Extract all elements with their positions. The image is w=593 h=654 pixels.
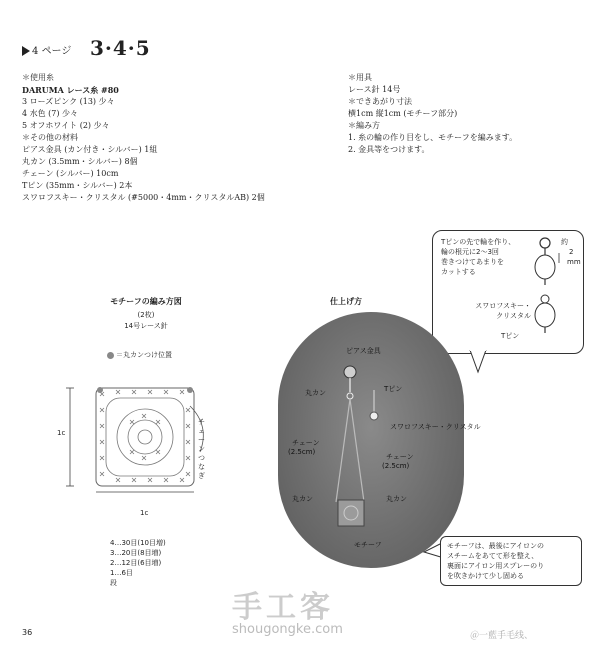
callout-line: を吹きかけて少し固める (447, 572, 524, 580)
callout-line: カットする (441, 268, 476, 276)
yarn-item: 3 ローズピンク (13) 少々 (22, 97, 115, 106)
page-title: 3·4·5 (90, 36, 151, 60)
approx-value: 2 (569, 248, 574, 256)
swarovski-line: クリスタル (496, 312, 531, 320)
watermark-logo: 手工客 (232, 590, 334, 625)
chart-sub2: 14号レース針 (124, 322, 168, 330)
chart-sub1: (2枚) (137, 311, 155, 319)
round-item: 3…20目(8目増) (110, 549, 162, 557)
label-chain-right-len: (2.5cm) (382, 462, 410, 470)
label-swarovski: スワロフスキー・クリスタル (390, 423, 481, 431)
swarovski-label (463, 301, 531, 321)
material-item: スワロフスキー・クリスタル (#5000・4mm・クリスタルAB) 2個 (22, 193, 265, 202)
tools-heading: ＊用具 (348, 73, 372, 82)
swarovski-line: スワロフスキー・ (475, 302, 531, 310)
yarn-brand: DARUMA レース糸 #80 (22, 85, 119, 95)
material-item: Tピン (35mm・シルバー) 2本 (22, 181, 133, 190)
method-heading: ＊編み方 (348, 121, 380, 130)
size-heading: ＊できあがり寸法 (348, 97, 412, 106)
chart-side-label: 1c (57, 429, 66, 437)
method-step: 1. 糸の輪の作り目をし、モチーフを編みます。 (348, 133, 518, 142)
callout-line: Tピンの先で輪を作り、 (441, 238, 516, 246)
page-number: 36 (22, 628, 33, 637)
label-motif: モチーフ (354, 541, 382, 549)
chart-bottom-label: 1c (140, 509, 149, 517)
label-jump-ring-top: 丸カン (305, 389, 326, 397)
label-chain-left: チェーン (292, 439, 320, 447)
finishing-title: 仕上げ方 (330, 297, 362, 306)
callout-line: 裏面にアイロン用スプレーのり (447, 562, 545, 570)
yarn-item: 4 水色 (7) 少々 (22, 109, 79, 118)
callout-line: 輪の根元に2〜3回 (441, 248, 499, 256)
round-item: 4…30目(10目増) (110, 539, 166, 547)
yarn-heading: ＊使用糸 (22, 73, 54, 82)
callout-text (441, 237, 533, 277)
callout-bottom-text (441, 537, 581, 585)
rounds-list (110, 538, 166, 588)
tools-column (348, 72, 588, 156)
watermark-user: ＠一藍手毛线、 (470, 631, 534, 641)
page-reference: 4 ページ (32, 46, 72, 57)
label-jump-ring-right: 丸カン (386, 495, 407, 503)
tools-value: レース針 14号 (348, 85, 401, 94)
callout-line: モチーフは、最後にアイロンの (447, 542, 545, 550)
play-arrow-icon (22, 46, 30, 56)
callout-pointer (468, 350, 492, 374)
motif-finishing-callout (440, 536, 582, 586)
ring-position-dot-icon (107, 352, 114, 359)
label-jump-ring-left: 丸カン (292, 495, 313, 503)
label-tpin: Tピン (384, 385, 403, 393)
size-value: 横1cm 縦1cm (モチーフ部分) (348, 109, 458, 118)
rounds-foot: 段 (110, 579, 117, 587)
chain-join-label: チェーンつなぎ (198, 418, 205, 480)
materials-heading: ＊その他の材料 (22, 133, 78, 142)
tpin-label: Tピン (501, 332, 520, 340)
label-chain-left-len: (2.5cm) (288, 448, 316, 456)
callout-line: 巻きつけてあまりを (441, 258, 504, 266)
label-chain-right: チェーン (386, 453, 414, 461)
callout-line: スチームをあてて形を整え、 (447, 552, 539, 560)
material-item: 丸カン (3.5mm・シルバー) 8個 (22, 157, 138, 166)
chart-legend: ＝丸カンつけ位置 (116, 351, 172, 359)
material-item: ピアス金具 (カン付き・シルバー) 1組 (22, 145, 158, 154)
label-earring-hook: ピアス金具 (346, 347, 381, 355)
round-item: 1…6目 (110, 569, 133, 577)
materials-column (22, 72, 302, 204)
watermark-url: shougongke.com (232, 622, 343, 637)
method-step: 2. 金具等をつけます。 (348, 145, 430, 154)
chart-title: モチーフの編み方図 (110, 297, 182, 306)
tpin-bead-illustration (531, 233, 581, 345)
round-item: 2…12目(6目増) (110, 559, 162, 567)
approx-label: 約 (561, 238, 568, 246)
material-item: チェーン (シルバー) 10cm (22, 169, 119, 178)
yarn-item: 5 オフホワイト (2) 少々 (22, 121, 110, 130)
approx-unit: mm (567, 258, 581, 266)
